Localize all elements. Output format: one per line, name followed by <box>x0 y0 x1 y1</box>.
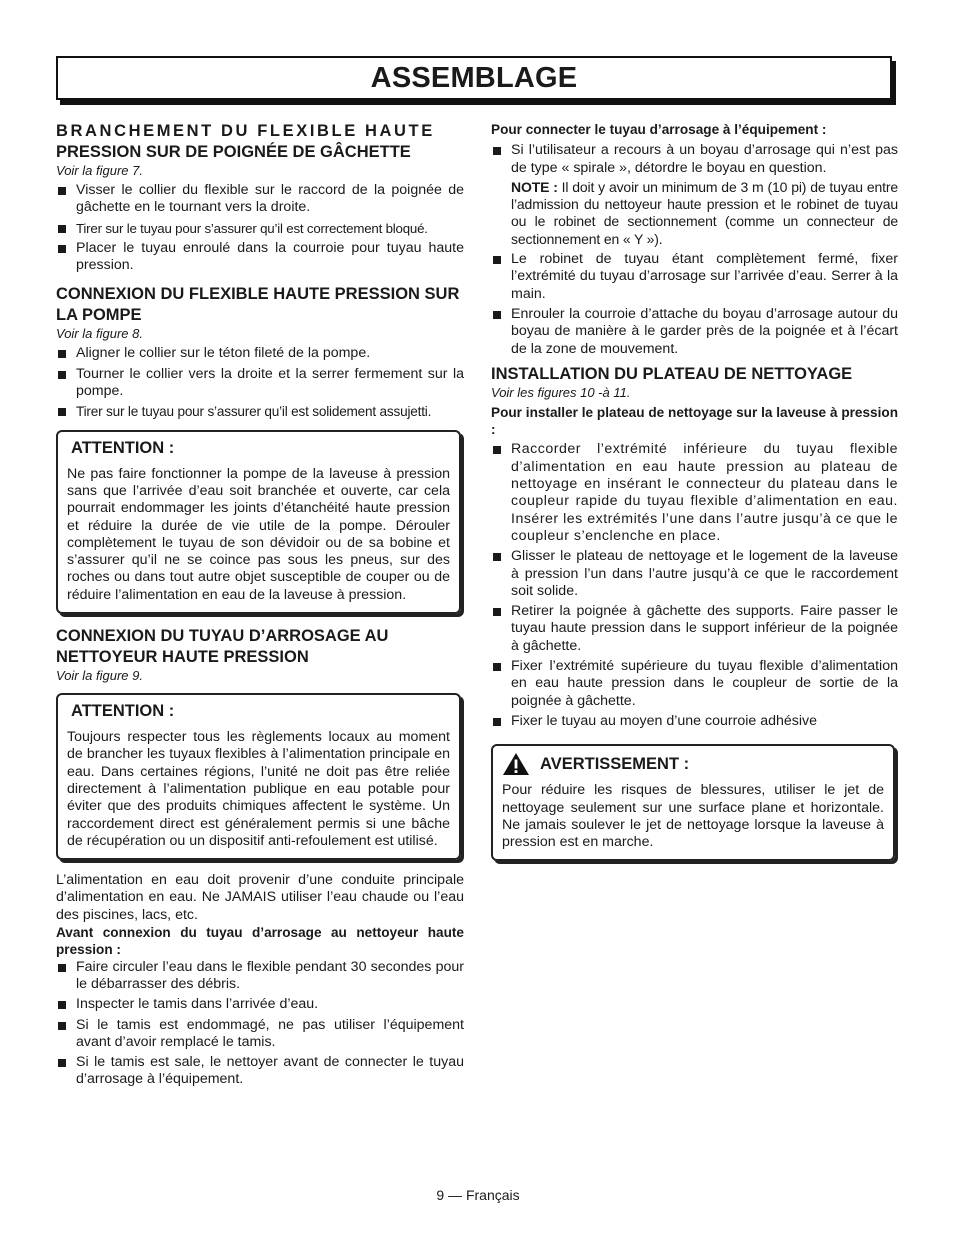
list-item: Enrouler la courroie d’attache du boyau d’arrosage autour du boyau de manière à le garder près de la poignée et à l’écart de la zone de mouvement. <box>491 306 898 358</box>
list-item: Aligner le collier sur le téton fileté de la pompe. <box>56 345 464 362</box>
figure-reference: Voir la figure 8. <box>56 326 143 342</box>
list-item: Fixer le tuyau au moyen d’une courroie adhésive <box>491 713 898 730</box>
note-text: Il doit y avoir un minimum de 3 m (10 pi) de tuyau entre l’admission du nettoyeur haute pression et le robinet de tuyau ou le robinet de sectionnement (comme un connecteur de sectionnement en « Y »). <box>511 178 899 247</box>
list-item: Raccorder l’extrémité inférieure du tuyau flexible d’alimentation en eau haute pression au plateau de nettoyage en insérant le connecteur du plateau dans le coupleur rapide du tuyau flexible d’alimentation en eau. Insérer les extrémités l’une dans l’autre jusqu’à ce que le coupleur s’enclenche en place. <box>491 441 898 545</box>
figure-reference: Voir la figure 9. <box>56 668 143 684</box>
attention-title: ATTENTION : <box>71 702 175 721</box>
right-column <box>491 121 898 861</box>
section-heading: BRANCHEMENT DU FLEXIBLE HAUTE <box>56 122 435 140</box>
list-item: Fixer l’extrémité supérieure du tuyau flexible d’alimentation en eau haute pression dans le coupleur de sortie de la poignée à gâchette. <box>491 658 898 710</box>
section-heading: CONNEXION DU FLEXIBLE HAUTE PRESSION SUR LA POMPE <box>56 285 460 325</box>
list-item: Tirer sur le tuyau pour s’assurer qu’il est solidement assujetti. <box>56 403 464 420</box>
figure-reference: Voir la figure 7. <box>56 163 143 178</box>
attention-text: Toujours respecter tous les règlements locaux au moment de brancher les tuyaux flexibles à l’alimentation principale en eau. Dans certaines régions, l’unité ne doit pas être reliée directement à l’alimentation publique en eau potable pour éviter que des produits chimiques affectent le système. Un raccordement direct est généralement permis si une bâche de récupération ou un dispositif anti-refoulement est utilisé. <box>67 729 450 849</box>
list-item: Visser le collier du flexible sur le raccord de la poignée de gâchette en le tournant vers la droite. <box>56 182 464 217</box>
warning-header <box>502 752 884 776</box>
warning-triangle-icon <box>502 752 530 776</box>
instruction-list <box>491 142 898 358</box>
instruction-list <box>56 345 464 420</box>
section-heading: CONNEXION DU TUYAU D’ARROSAGE AU NETTOYEUR HAUTE PRESSION <box>56 627 389 667</box>
instruction-list <box>56 182 464 274</box>
list-item: Si le tamis est endommagé, ne pas utiliser l’équipement avant d’avoir remplacé le tamis. <box>56 1017 464 1052</box>
list-item-text: Si l’utilisateur a recours à un boyau d’arrosage qui n’est pas de type « spirale », détordre le boyau en question. <box>511 142 898 176</box>
before-connection-title: Avant connexion du tuyau d’arrosage au nettoyeur haute pression : <box>56 925 464 958</box>
warning-box <box>491 744 895 861</box>
install-subtitle: Pour installer le plateau de nettoyage sur la laveuse à pression : <box>491 404 898 438</box>
attention-text: Ne pas faire fonctionner la pompe de la laveuse à pression sans que l’arrivée d’eau soit branchée et ouverte, car cela pourrait endommager les joints d’étanchéité haute pression et réduire la durée de vie utile de la pompe. Dérouler complètement le tuyau de son dévidoir ou de sa bobine et s’assurer qu’il ne se coince pas sous les pneus, sur des roches ou dans tout autre objet susceptible de couper ou de réduire l’alimentation en eau de la laveuse à pression. <box>67 465 450 603</box>
list-item: Retirer la poignée à gâchette des supports. Faire passer le tuyau haute pression dans le support inférieur de la poignée à gâchette. <box>491 603 898 655</box>
page-title: ASSEMBLAGE <box>370 62 578 94</box>
list-item: Tourner le collier vers la droite et la serrer fermement sur la pompe. <box>56 366 464 401</box>
instruction-list <box>491 441 898 730</box>
list-item: Glisser le plateau de nettoyage et le logement de la laveuse à pression l’un dans l’autre jusqu’à ce que le raccordement soit solide. <box>491 548 898 600</box>
list-item: Placer le tuyau enroulé dans la courroie pour tuyau haute pression. <box>56 240 464 275</box>
list-item: Si le tamis est sale, le nettoyer avant de connecter le tuyau d’arrosage à l’équipement. <box>56 1054 464 1089</box>
section-heading-cont: PRESSION SUR DE POIGNÉE DE GÂCHETTE <box>56 143 411 161</box>
connect-title: Pour connecter le tuyau d’arrosage à l’équipement : <box>491 122 827 137</box>
note <box>511 179 898 248</box>
attention-box <box>56 430 461 614</box>
instruction-list <box>56 959 464 1089</box>
list-item: Faire circuler l’eau dans le flexible pendant 30 secondes pour le débarrasser des débris. <box>56 959 464 994</box>
list-item <box>491 142 898 248</box>
left-column <box>56 121 464 1092</box>
list-item: Inspecter le tamis dans l’arrivée d’eau. <box>56 996 464 1013</box>
water-supply-paragraph: L’alimentation en eau doit provenir d’une conduite principale d’alimentation en eau. Ne JAMAIS utiliser l’eau chaude ou l’eau des piscines, lacs, etc. <box>56 872 464 923</box>
attention-title: ATTENTION : <box>71 438 175 457</box>
attention-box <box>56 693 461 860</box>
note-label: NOTE : <box>511 178 558 195</box>
figure-reference: Voir les figures 10 -à 11. <box>491 384 631 400</box>
page-footer <box>0 1187 954 1203</box>
warning-title: AVERTISSEMENT : <box>540 755 690 774</box>
section-banner <box>56 56 892 100</box>
page-number: 9 — Français <box>436 1187 520 1203</box>
section-heading: INSTALLATION DU PLATEAU DE NETTOYAGE <box>491 364 853 383</box>
list-item: Le robinet de tuyau étant complètement fermé, fixer l’extrémité du tuyau d’arrosage sur l’arrivée d’eau. Serrer à la main. <box>491 251 898 303</box>
warning-text: Pour réduire les risques de blessures, utiliser le jet de nettoyage seulement sur une surface plane et horizontale. Ne jamais soulever le jet de nettoyage lorsque la laveuse à pression est en marche. <box>502 782 884 851</box>
list-item: Tirer sur le tuyau pour s’assurer qu’il est correctement bloqué. <box>56 220 464 237</box>
